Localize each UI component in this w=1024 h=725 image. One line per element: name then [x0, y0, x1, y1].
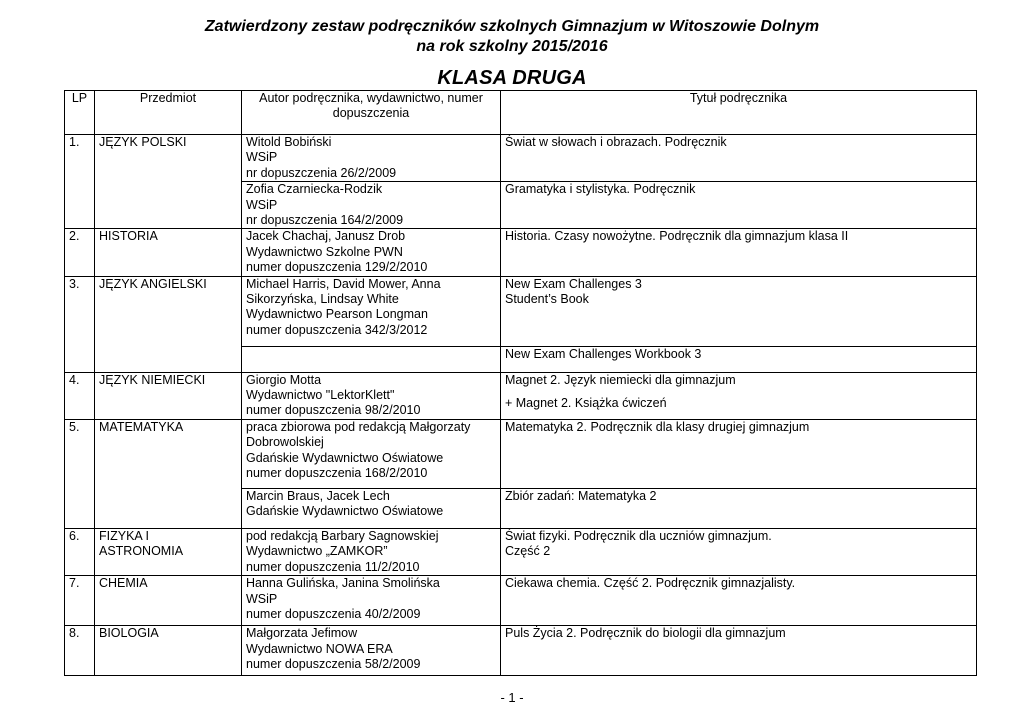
- author-line: praca zbiorowa pod redakcją Małgorzaty: [246, 419, 471, 434]
- title-cell: Gramatyka i stylistyka. Podręcznik: [501, 182, 977, 229]
- author-cell: [242, 276, 501, 346]
- author-cell: [242, 576, 501, 626]
- document-title-line2: na rok szkolny 2015/2016: [416, 38, 608, 55]
- author-line: Hanna Gulińska, Janina Smolińska: [246, 576, 440, 591]
- author-line: Jacek Chachaj, Janusz Drob: [246, 229, 406, 244]
- subject-cell: JĘZYK ANGIELSKI: [95, 276, 242, 372]
- author-line: numer dopuszczenia 168/2/2010: [246, 466, 428, 481]
- title-line: New Exam Challenges 3: [505, 276, 642, 291]
- section-heading: KLASA DRUGA: [437, 67, 587, 89]
- author-line: Witold Bobiński: [246, 135, 332, 149]
- title-line: Część 2: [505, 544, 551, 559]
- title-cell: [501, 276, 977, 346]
- subject-cell: CHEMIA: [95, 576, 242, 626]
- author-line: Wydawnictwo „ZAMKOR”: [246, 544, 388, 559]
- subject-cell: JĘZYK NIEMIECKI: [95, 372, 242, 419]
- column-header-subject: Przedmiot: [95, 91, 242, 135]
- author-line: WSiP: [246, 591, 278, 606]
- table-row: [65, 419, 977, 488]
- author-cell: [242, 182, 501, 229]
- author-line: Wydawnictwo Pearson Longman: [246, 307, 428, 322]
- author-cell: [242, 419, 501, 488]
- row-number: 3.: [65, 276, 95, 372]
- column-header-title: Tytuł podręcznika: [501, 91, 977, 135]
- table-row: [65, 576, 977, 626]
- author-line: Michael Harris, David Mower, Anna: [246, 276, 441, 291]
- author-line: Wydawnictwo "LektorKlett": [246, 388, 395, 403]
- title-line: Student’s Book: [505, 292, 589, 307]
- author-cell-empty: [242, 346, 501, 372]
- table-row: [65, 276, 977, 346]
- subject-line: FIZYKA I: [99, 528, 150, 543]
- table-row: [65, 528, 977, 575]
- author-line: numer dopuszczenia 98/2/2010: [246, 403, 421, 418]
- row-number: 7.: [65, 576, 95, 626]
- row-number: 8.: [65, 626, 95, 676]
- title-cell: New Exam Challenges Workbook 3: [501, 346, 977, 372]
- column-header-lp: LP: [65, 91, 95, 135]
- title-line: Magnet 2. Język niemiecki dla gimnazjum: [505, 372, 736, 387]
- author-line: numer dopuszczenia 58/2/2009: [246, 656, 421, 671]
- document-title-line1: Zatwierdzony zestaw podręczników szkolnych Gimnazjum w Witoszowie Dolnym: [204, 18, 820, 35]
- author-line: WSiP: [246, 197, 278, 212]
- page-number: - 1 -: [500, 690, 524, 705]
- row-number: 2.: [65, 229, 95, 276]
- author-line: pod redakcją Barbary Sagnowskiej: [246, 528, 439, 543]
- author-line: Wydawnictwo NOWA ERA: [246, 641, 393, 656]
- author-line: Giorgio Motta: [246, 372, 322, 387]
- title-cell: Zbiór zadań: Matematyka 2: [501, 488, 977, 528]
- subject-cell: [95, 528, 242, 575]
- title-cell: Ciekawa chemia. Część 2. Podręcznik gimnazjalisty.: [501, 576, 977, 626]
- author-line: Sikorzyńska, Lindsay White: [246, 292, 399, 307]
- subject-cell: MATEMATYKA: [95, 419, 242, 528]
- subject-cell: BIOLOGIA: [95, 626, 242, 676]
- author-line: Gdańskie Wydawnictwo Oświatowe: [246, 504, 444, 519]
- author-line: WSiP: [246, 150, 278, 165]
- textbook-table: [64, 90, 977, 676]
- table-row: [65, 626, 977, 676]
- author-line: Marcin Braus, Jacek Lech: [246, 488, 390, 503]
- author-line: numer dopuszczenia 342/3/2012: [246, 322, 428, 337]
- title-cell: Puls Życia 2. Podręcznik do biologii dla gimnazjum: [501, 626, 977, 676]
- title-cell: Historia. Czasy nowożytne. Podręcznik dla gimnazjum klasa II: [501, 229, 977, 276]
- subject-line: ASTRONOMIA: [99, 544, 184, 559]
- author-line: Dobrowolskiej: [246, 435, 324, 450]
- author-cell: [242, 528, 501, 575]
- row-number: 4.: [65, 372, 95, 419]
- column-header-author: Autor podręcznika, wydawnictwo, numer dopuszczenia: [242, 91, 501, 135]
- author-cell: [242, 488, 501, 528]
- author-line: numer dopuszczenia 11/2/2010: [246, 559, 420, 574]
- author-cell: [242, 229, 501, 276]
- table-row: [65, 135, 977, 182]
- author-line: Zofia Czarniecka-Rodzik: [246, 182, 383, 197]
- author-cell: [242, 135, 501, 182]
- title-cell: [501, 528, 977, 575]
- author-line: nr dopuszczenia 26/2/2009: [246, 165, 397, 180]
- table-row: [65, 372, 977, 419]
- title-line: + Magnet 2. Książka ćwiczeń: [505, 396, 667, 411]
- author-line: Wydawnictwo Szkolne PWN: [246, 244, 403, 259]
- author-cell: [242, 372, 501, 419]
- title-cell: [501, 372, 977, 419]
- author-line: numer dopuszczenia 40/2/2009: [246, 606, 421, 621]
- table-row: [65, 229, 977, 276]
- row-number: 1.: [65, 135, 95, 229]
- subject-cell: JĘZYK POLSKI: [95, 135, 242, 229]
- author-line: Gdańskie Wydawnictwo Oświatowe: [246, 450, 444, 465]
- title-cell: Matematyka 2. Podręcznik dla klasy drugiej gimnazjum: [501, 419, 977, 488]
- table-header-row: [65, 91, 977, 135]
- subject-cell: HISTORIA: [95, 229, 242, 276]
- author-line: Małgorzata Jefimow: [246, 626, 358, 641]
- author-line: numer dopuszczenia 129/2/2010: [246, 260, 428, 275]
- title-cell: Świat w słowach i obrazach. Podręcznik: [501, 135, 977, 182]
- title-line: Świat fizyki. Podręcznik dla uczniów gimnazjum.: [505, 528, 772, 543]
- author-cell: [242, 626, 501, 676]
- row-number: 5.: [65, 419, 95, 528]
- author-line: nr dopuszczenia 164/2/2009: [246, 213, 404, 228]
- row-number: 6.: [65, 528, 95, 575]
